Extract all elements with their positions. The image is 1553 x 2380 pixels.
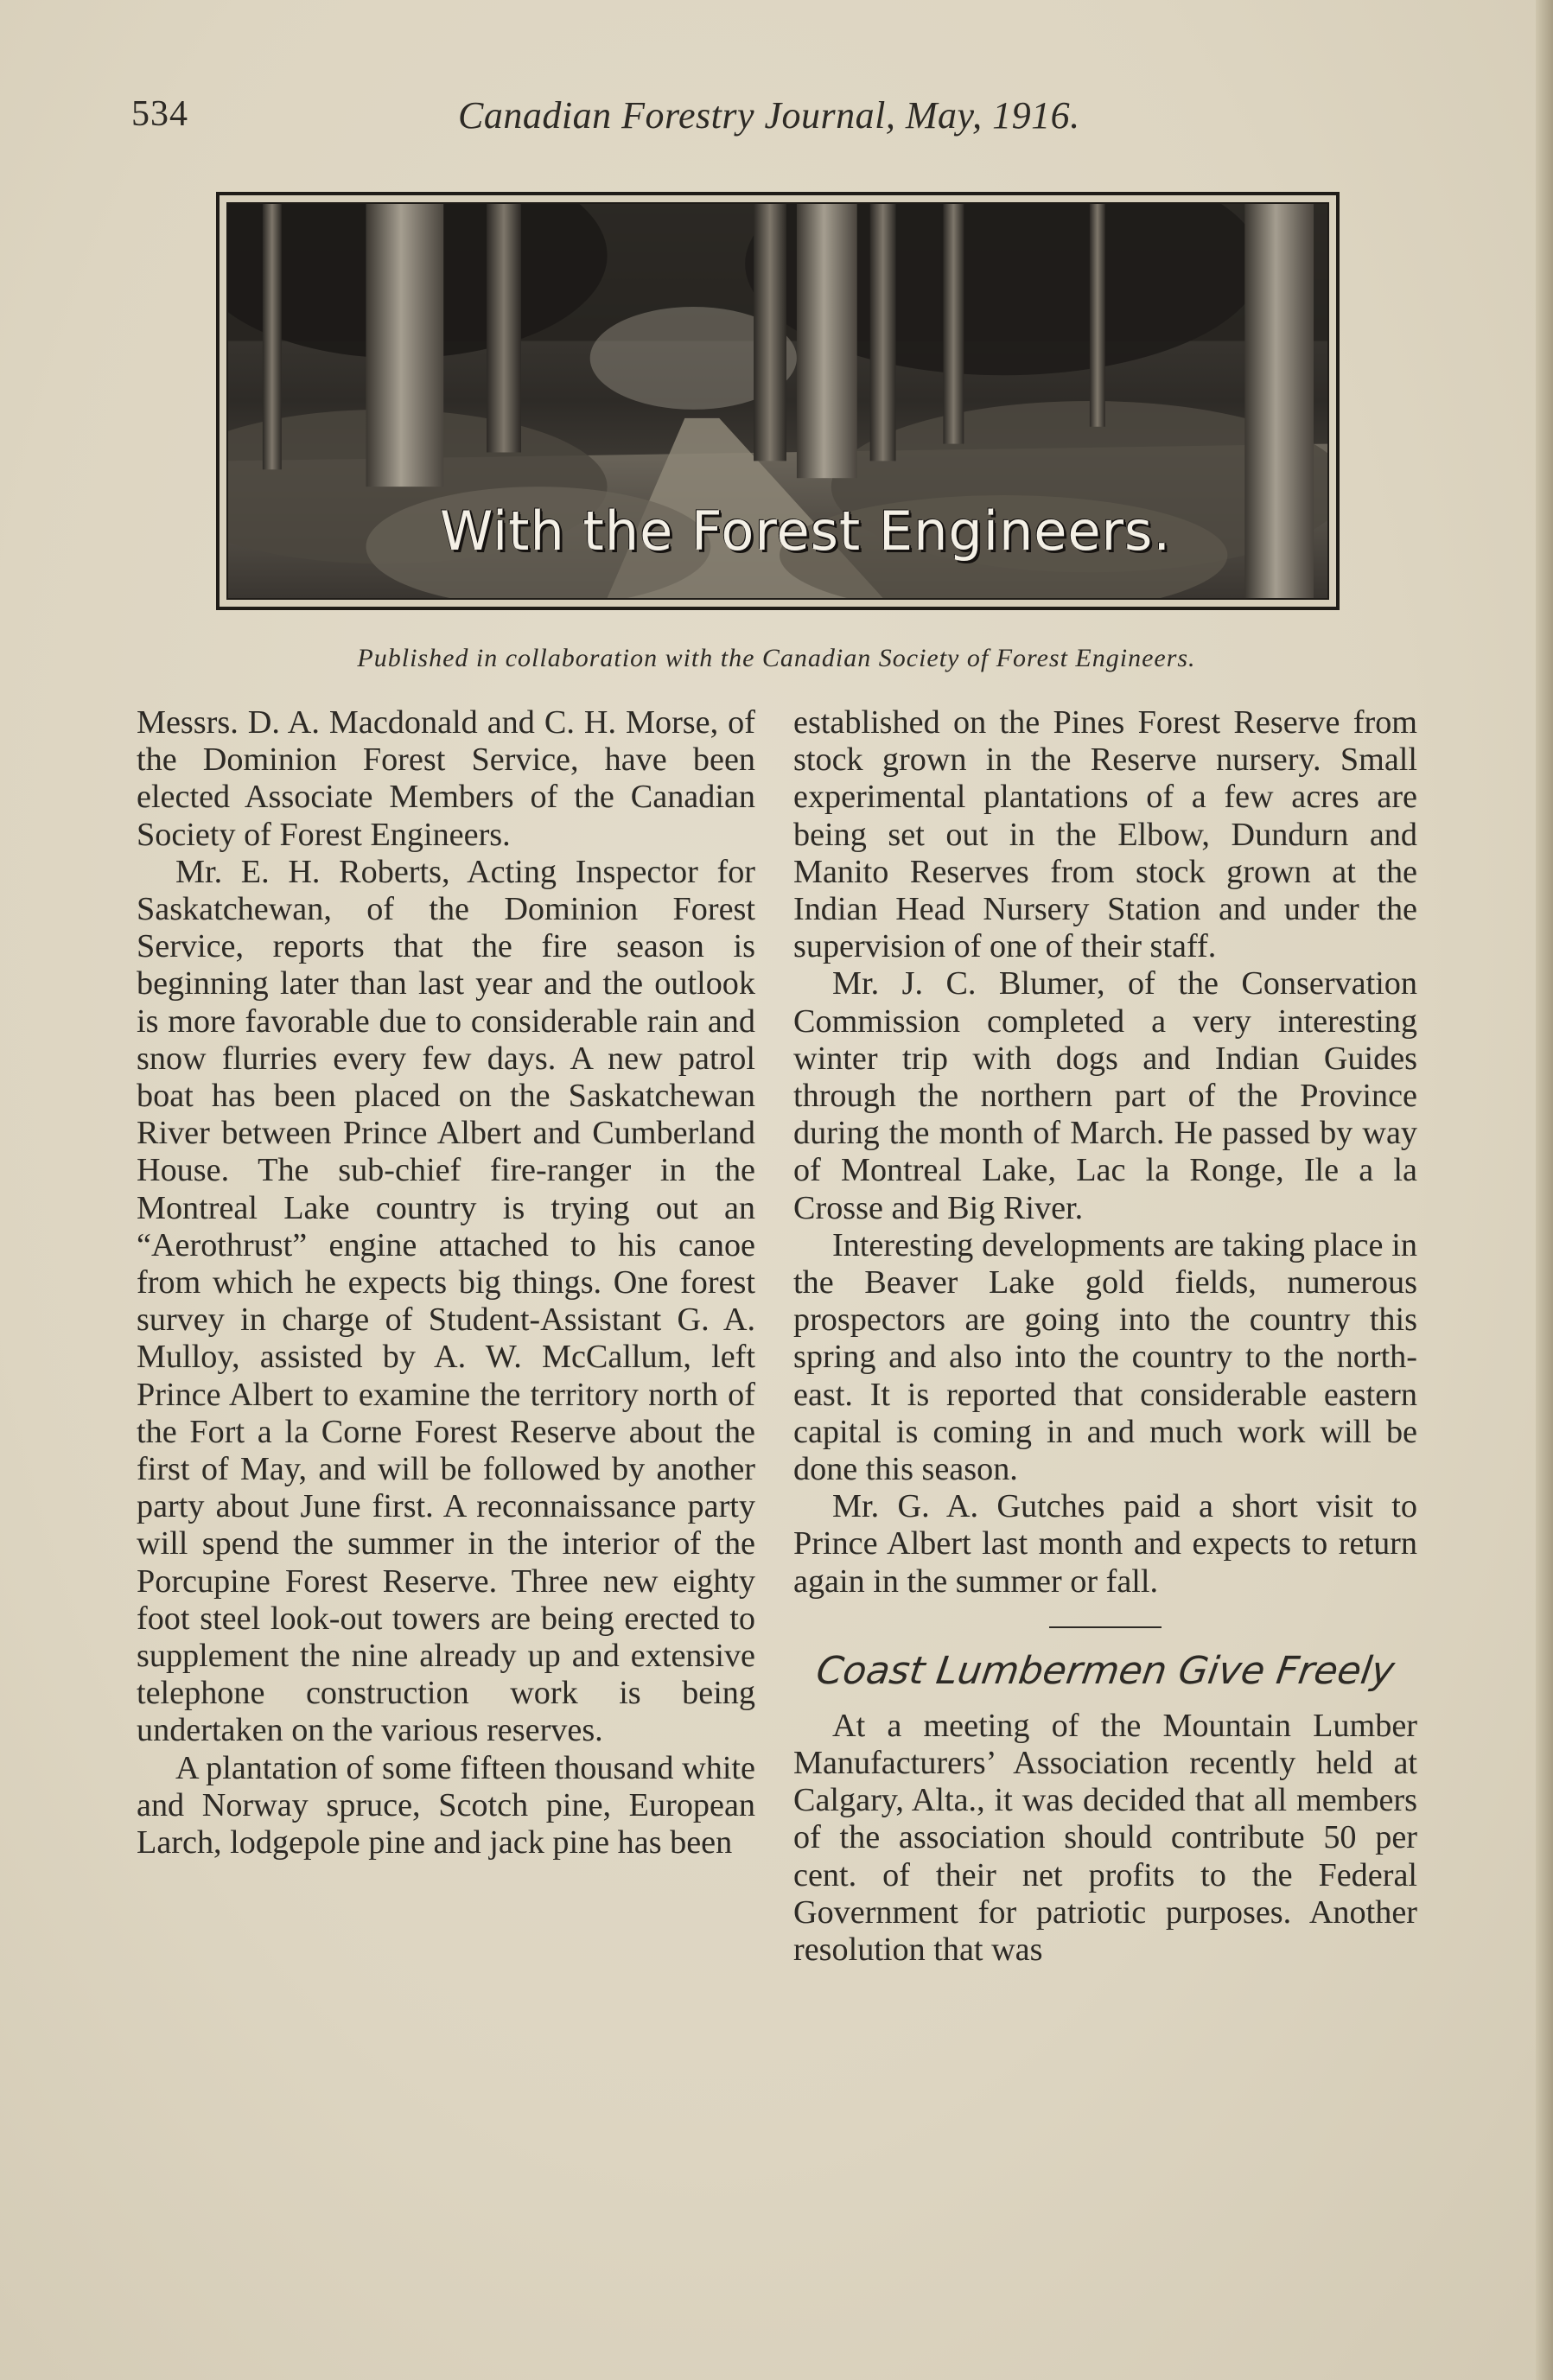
section-heading: Coast Lumbermen Give Freely bbox=[813, 1648, 1397, 1693]
banner-caption: Published in collaboration with the Canadian Society of Forest Engineers. bbox=[357, 644, 1196, 672]
paragraph-plantation: A plantation of some fifteen thousand white and Norway spruce, Scotch pine, European Larch, lodgepole pine and jack pine has been bbox=[137, 1749, 755, 1861]
section-divider bbox=[1049, 1626, 1162, 1628]
running-head bbox=[130, 93, 1423, 145]
banner-photo-frame bbox=[216, 192, 1340, 610]
paragraph-plantation-continued: established on the Pines Forest Reserve from stock grown in the Reserve nursery. Small experimental plantations of a few acres are being set out in the Elbow, Dundurn and Manito Reserves from stock grown at the Indian Head Nursery Station and under the supervision of one of their staff. bbox=[793, 704, 1417, 965]
paragraph-blumer-trip: Mr. J. C. Blumer, of the Conservation Commission completed a very interesting winter trip with dogs and Indian Guides through the northern part of the Province during the month of March. He passed by way of Montreal Lake, Lac la Ronge, Ile a la Crosse and Big River. bbox=[793, 965, 1417, 1226]
paragraph-beaver-lake: Interesting developments are taking place in the Beaver Lake gold fields, numerous prospectors are going into the country this spring and also into the country to the north-east. It is reported that considerable eastern capital is coming in and much work will be done this season. bbox=[793, 1226, 1417, 1488]
paragraph-lumbermen-meeting: At a meeting of the Mountain Lumber Manufacturers’ Association recently held at Calgary, Alta., it was decided that all members of the association should contribute 50 per cent. of their net profits to the Federal Government for patriotic purposes. Another resolution that was bbox=[793, 1707, 1417, 1969]
paragraph-gutches-visit: Mr. G. A. Gutches paid a short visit to Prince Albert last month and expects to return again in the summer or fall. bbox=[793, 1488, 1417, 1600]
right-column bbox=[793, 704, 1417, 1969]
journal-title: Canadian Forestry Journal, May, 1916. bbox=[458, 94, 1080, 137]
page-number: 534 bbox=[131, 94, 188, 134]
page-edge-shadow bbox=[1536, 0, 1553, 2380]
paragraph-new-members: Messrs. D. A. Macdonald and C. H. Morse, of the Dominion Forest Service, have been elected Associate Members of the Canadian Society of Forest Engineers. bbox=[137, 704, 755, 853]
banner-title: With the Forest Engineers. bbox=[440, 500, 1172, 563]
left-column bbox=[137, 704, 755, 1861]
forest-photo bbox=[226, 202, 1329, 600]
paragraph-roberts-report: Mr. E. H. Roberts, Acting Inspector for Saskatchewan, of the Dominion Forest Service, reports that the fire season is beginning later than last year and the outlook is more favorable due to considerable rain and snow flurries every few days. A new patrol boat has been placed on the Saskatchewan River between Prince Albert and Cumberland House. The sub-chief fire-ranger in the Montreal Lake country is trying out an “Aerothrust” engine attached to his canoe from which he expects big things. One forest survey in charge of Student-Assistant G. A. Mulloy, assisted by A. W. McCallum, left Prince Albert to examine the territory north of the Fort a la Corne Forest Reserve about the first of May, and will be followed by another party about June first. A reconnaissance party will spend the summer in the interior of the Porcupine Forest Reserve. Three new eighty foot steel look-out towers are being erected to supplement the nine already up and extensive telephone construction work is being undertaken on the various reserves. bbox=[137, 853, 755, 1749]
